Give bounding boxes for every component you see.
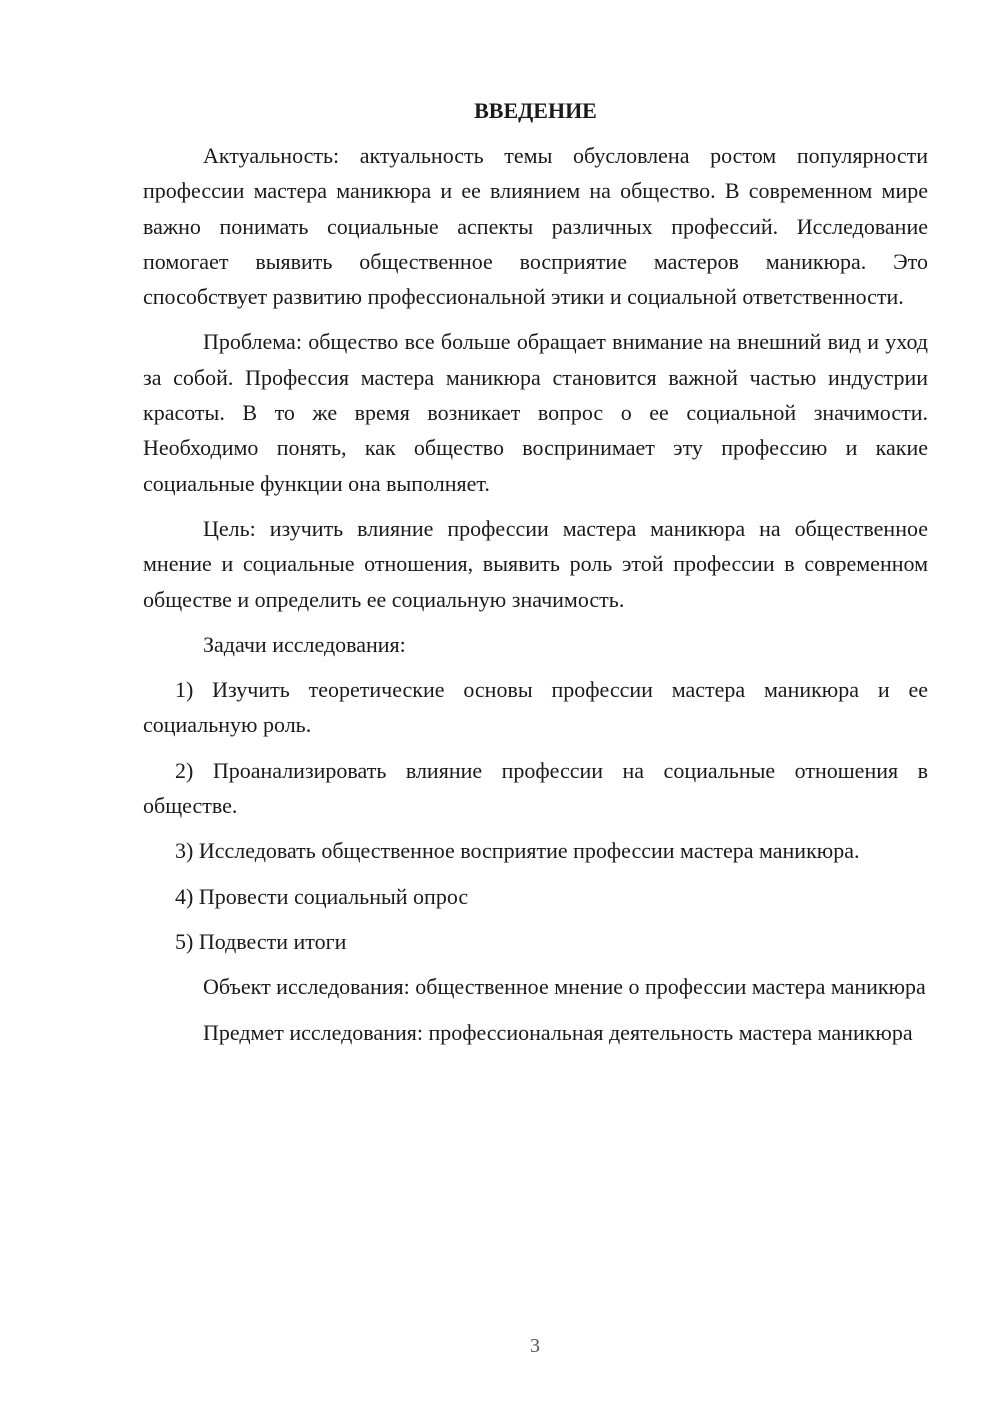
task-item-3: 3) Исследовать общественное восприятие профессии мастера маникюра. <box>175 838 860 864</box>
task-item-4: 4) Провести социальный опрос <box>175 883 469 909</box>
document-page <box>143 95 928 1060</box>
task-item-1: 1) Изучить теоретические основы профессии мастера маникюра и ее социальную роль. <box>143 677 928 738</box>
paragraph-subject: Предмет исследования: профессиональная деятельность мастера маникюра <box>203 1019 913 1045</box>
task-item-2: 2) Проанализировать влияние профессии на социальные отношения в обществе. <box>143 757 928 819</box>
paragraph-object: Объект исследования: общественное мнение о профессии мастера маникюра <box>203 974 926 1000</box>
task-item-5: 5) Подвести итоги <box>175 928 347 954</box>
paragraph-relevance: Актуальность: актуальность темы обусловлена ростом популярности профессии мастера маникюра и ее влиянием на общество. В современном мире важно понимать социальные аспекты различных профессий. Исследование помогает выявить общественное восприятие мастеров маникюра. Это способствует развитию профессиональной этики и социальной ответственности. <box>143 143 928 310</box>
paragraph-goal: Цель: изучить влияние профессии мастера маникюра на общественное мнение и социальные отношения, выявить роль этой профессии в современном обществе и определить ее социальную значимость. <box>143 515 928 612</box>
paragraph-problem: Проблема: общество все больше обращает внимание на внешний вид и уход за собой. Профессия мастера маникюра становится важной частью индустрии красоты. В то же время возникает вопрос о ее социальной значимости. Необходимо понять, как общество воспринимает эту профессию и какие социальные функции она выполняет. <box>143 329 928 496</box>
page-number: 3 <box>530 1335 540 1357</box>
tasks-heading: Задачи исследования: <box>203 631 406 657</box>
page-title: ВВЕДЕНИЕ <box>474 98 597 123</box>
